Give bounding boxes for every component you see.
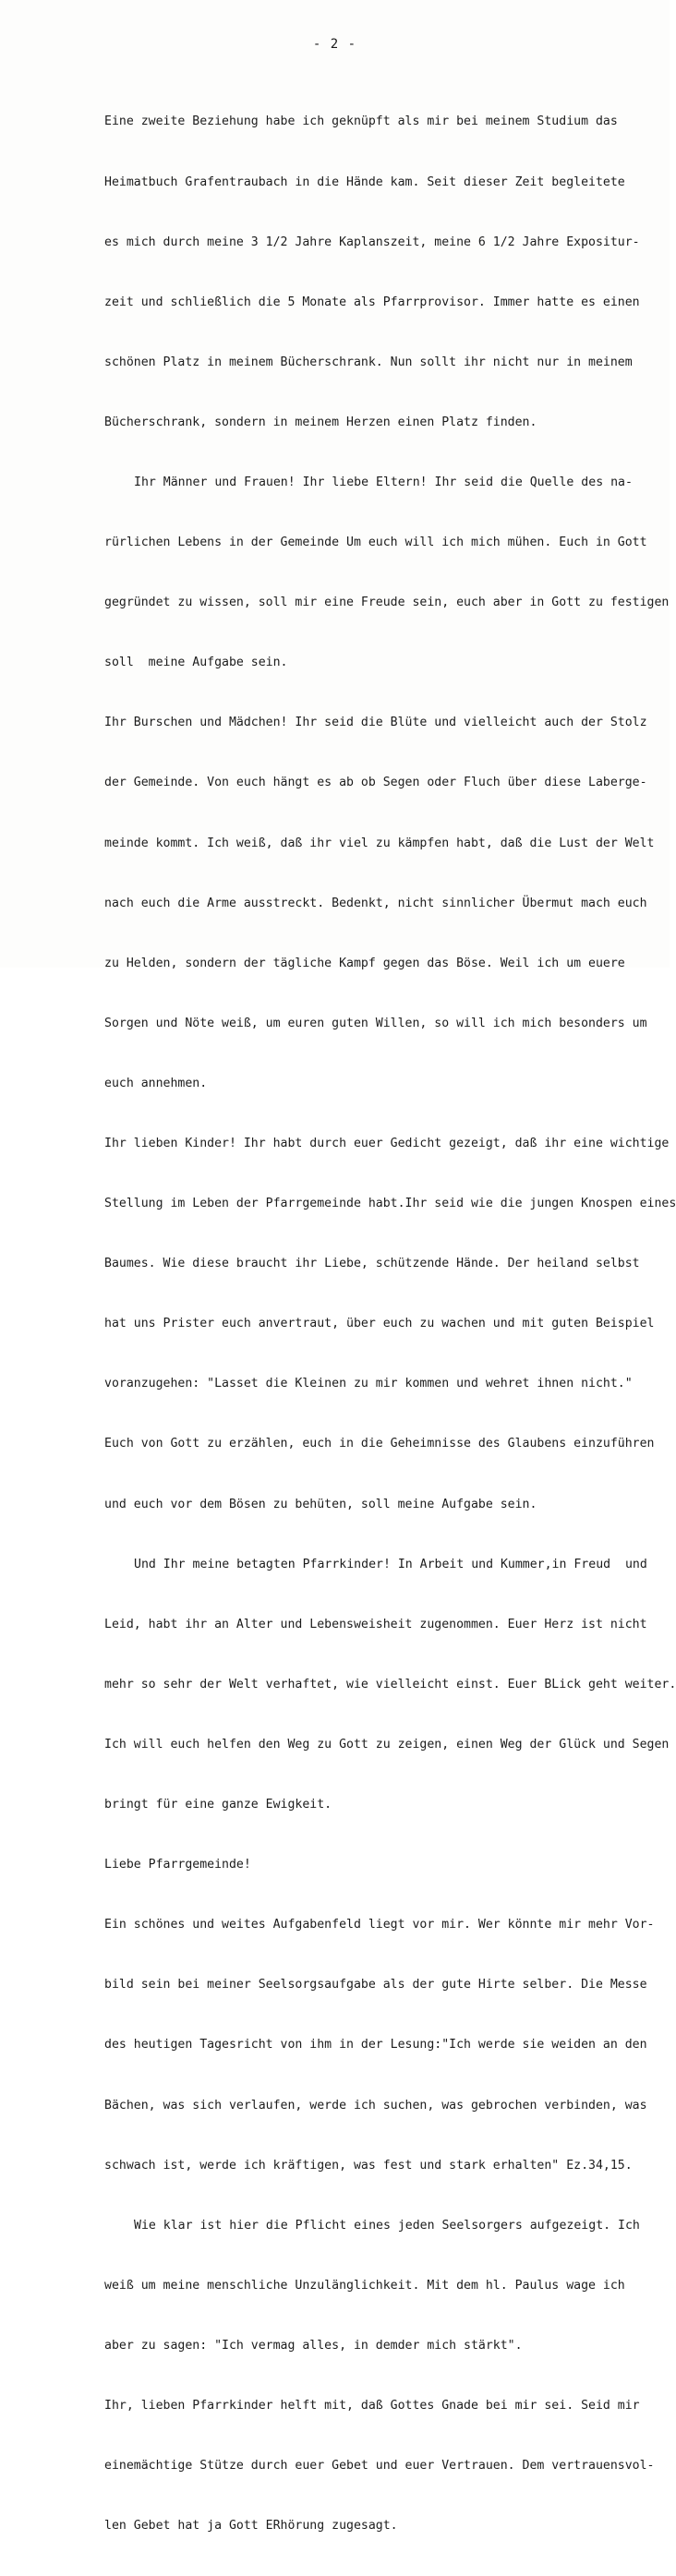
text-line: einemächtige Stütze durch euer Gebet und euer Vertrauen. Dem vertrauensvol- [104, 2459, 655, 2474]
text-line: schwach ist, werde ich kräftigen, was fest und stark erhalten" Ez.34,15. [104, 2158, 633, 2173]
text-line: rürlichen Lebens in der Gemeinde Um euch will ich mich mühen. Euch in Gott [104, 536, 647, 550]
text-line: Stellung im Leben der Pfarrgemeinde habt.Ihr seid wie die jungen Knospen eines [104, 1197, 676, 1211]
text-line: zeit und schließlich die 5 Monate als Pfarrprovisor. Immer hatte es einen [104, 295, 640, 309]
text-line: hat uns Prister euch anvertraut, über euch zu wachen und mit guten Beispiel [104, 1317, 655, 1331]
text-line: Bücherschrank, sondern in meinem Herzen einen Platz finden. [104, 415, 537, 429]
text-line: Ich will euch helfen den Weg zu Gott zu zeigen, einen Weg der Glück und Segen [104, 1737, 670, 1751]
text-line: soll meine Aufgabe sein. [104, 656, 288, 670]
text-line: Ihr Männer und Frauen! Ihr liebe Eltern! Ihr seid die Quelle des na- [134, 475, 633, 489]
text-line: Leid, habt ihr an Alter und Lebensweisheit zugenommen. Euer Herz ist nicht [104, 1617, 647, 1631]
text-line: mehr so sehr der Welt verhaftet, wie vielleicht einst. Euer BLick geht weiter. [104, 1677, 676, 1691]
text-line: Ihr, lieben Pfarrkinder helft mit, daß Gottes Gnade bei mir sei. Seid mir [104, 2398, 640, 2413]
text-line: Euch von Gott zu erzählen, euch in die Geheimnisse des Glaubens einzuführen [104, 1437, 655, 1451]
text-line: es mich durch meine 3 1/2 Jahre Kaplanszeit, meine 6 1/2 Jahre Expositur- [104, 235, 640, 249]
text-line: len Gebet hat ja Gott ERhörung zugesagt. [104, 2519, 398, 2534]
text-line: Ein schönes und weites Aufgabenfeld liegt vor mir. Wer könnte mir mehr Vor- [104, 1918, 655, 1932]
text-line: Und Ihr meine betagten Pfarrkinder! In Arbeit und Kummer,in Freud und [134, 1557, 647, 1571]
text-line: zu Helden, sondern der tägliche Kampf gegen das Böse. Weil ich um euere [104, 956, 625, 970]
text-line: schönen Platz in meinem Bücherschrank. Nun sollt ihr nicht nur in meinem [104, 355, 633, 369]
text-line: Liebe Pfarrgemeinde! [104, 1858, 251, 1872]
text-line: Sorgen und Nöte weiß, um euren guten Willen, so will ich mich besonders um [104, 1016, 647, 1030]
text-line: voranzugehen: "Lasset die Kleinen zu mir kommen und wehret ihnen nicht." [104, 1377, 633, 1391]
text-line: Bächen, was sich verlaufen, werde ich suchen, was gebrochen verbinden, was [104, 2098, 647, 2113]
text-line: weiß um meine menschliche Unzulänglichkeit. Mit dem hl. Paulus wage ich [104, 2278, 625, 2293]
text-line: und euch vor dem Bösen zu behüten, soll meine Aufgabe sein. [104, 1497, 537, 1511]
text-line: aber zu sagen: "Ich vermag alles, in demder mich stärkt". [104, 2338, 523, 2353]
text-line: Eine zweite Beziehung habe ich geknüpft als mir bei meinem Studium das [104, 114, 618, 129]
text-line: des heutigen Tagesricht von ihm in der Lesung:"Ich werde sie weiden an den [104, 2038, 647, 2052]
text-line: nach euch die Arme ausstreckt. Bedenkt, nicht sinnlicher Übermut mach euch [104, 896, 647, 910]
text-line: Baumes. Wie diese braucht ihr Liebe, schützende Hände. Der heiland selbst [104, 1257, 640, 1271]
text-line: bild sein bei meiner Seelsorgsaufgabe als der gute Hirte selber. Die Messe [104, 1978, 647, 1992]
text-line: meinde kommt. Ich weiß, daß ihr viel zu kämpfen habt, daß die Lust der Welt [104, 836, 655, 850]
text-line: Ihr Burschen und Mädchen! Ihr seid die Blüte und vielleicht auch der Stolz [104, 716, 647, 730]
text-line: bringt für eine ganze Ewigkeit. [104, 1798, 332, 1812]
text-line: der Gemeinde. Von euch hängt es ab ob Segen oder Fluch über diese Laberge- [104, 776, 647, 790]
text-line: euch annehmen. [104, 1076, 208, 1090]
text-line: Wie klar ist hier die Pflicht eines jeden Seelsorgers aufgezeigt. Ich [134, 2218, 640, 2233]
text-line: Ihr lieben Kinder! Ihr habt durch euer Gedicht gezeigt, daß ihr eine wichtige [104, 1137, 670, 1150]
text-line: Heimatbuch Grafentraubach in die Hände kam. Seit dieser Zeit begleitete [104, 175, 625, 189]
page-number: - 2 - [312, 37, 357, 52]
body-text [104, 72, 676, 2576]
text-line: gegründet zu wissen, soll mir eine Freude sein, euch aber in Gott zu festigen [104, 596, 670, 610]
